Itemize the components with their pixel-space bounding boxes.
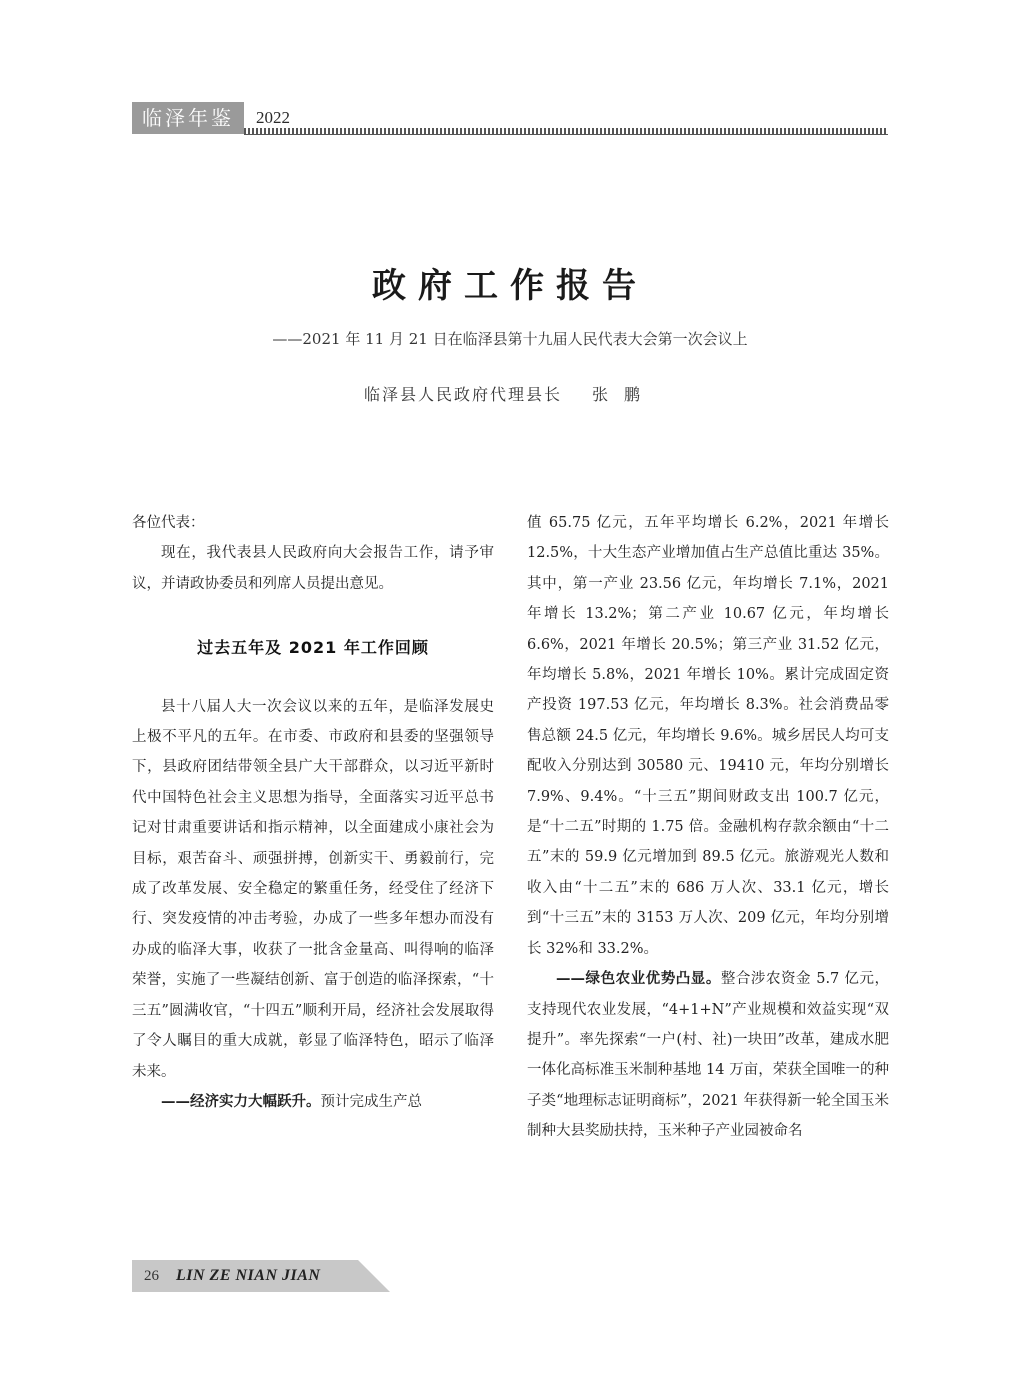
agriculture-lead: ——绿色农业优势凸显。 — [556, 971, 721, 988]
economy-lead: ——经济实力大幅跃升。 — [161, 1093, 321, 1110]
footer-title: LIN ZE NIAN JIAN — [176, 1267, 321, 1284]
page-number: 26 — [144, 1268, 159, 1284]
intro-paragraph: 现在，我代表县人民政府向大会报告工作，请予审议，并请政协委员和列席人员提出意见。 — [132, 545, 494, 592]
article-author — [0, 382, 1020, 405]
author-role: 临泽县人民政府代理县长 — [363, 385, 562, 404]
left-column — [132, 508, 494, 1117]
header-rule — [244, 128, 888, 134]
yearbook-year: 2022 — [256, 108, 290, 127]
agriculture-text: 整合涉农资金 5.7 亿元，支持现代农业发展，“4+1+N”产业规模和效益实现“双提升”。率先探索“一户(村、社)一块田”改革，建成水肥一体化高标准玉米制种基地 14 万亩，荣获全国唯一的种子类“地理标志证明商标”，2021 年获得新一轮全国玉米制种大县奖励扶持，玉米种子产业园被命名 — [527, 971, 889, 1140]
article-title: 政府工作报告 — [372, 266, 648, 306]
economy-paragraph-start — [132, 1087, 494, 1117]
economy-text-left: 预计完成生产总 — [320, 1093, 422, 1110]
review-paragraph: 县十八届人大一次会议以来的五年，是临泽发展史上极不平凡的五年。在市委、市政府和县委的坚强领导下，县政府团结带领全县广大干部群众，以习近平新时代中国特色社会主义思想为指导，全面落实习近平总书记对甘肃重要讲话和指示精神，以全面建成小康社会为目标，艰苦奋斗、顽强拼搏，创新实干、勇毅前行，完成了改革发展、安全稳定的繁重任务，经受住了经济下行、突发疫情的冲击考验，办成了一些多年想办而没有办成的临泽大事，收获了一批含金量高、叫得响的临泽荣誉，实施了一些凝结创新、富于创造的临泽探索，“十三五”圆满收官，“十四五”顺利开局，经济社会发展取得了令人瞩目的重大成就，彰显了临泽特色，昭示了临泽未来。 — [132, 698, 494, 1080]
running-footer — [132, 1260, 402, 1292]
economy-paragraph-continued: 值 65.75 亿元，五年平均增长 6.2%，2021 年增长 12.5%，十大生态产业增加值占生产总值比重达 35%。其中，第一产业 23.56 亿元，年均增长 7.1%，2021 年增长 13.2%；第二产业 10.67 亿元，年均增长 6.6%，2021 年增长 20.5%；第三产业 31.52 亿元，年均增长 5.8%，2021 年增长 10%。累计完成固定资产投资 197.53 亿元，年均增长 8.3%。社会消费品零售总额 24.5 亿元，年均增长 9.6%。城乡居民人均可支配收入分别达到 30580 元、19410 元，年均分别增长 7.9%、9.4%。“十三五”期间财政支出 100.7 亿元，是“十二五”时期的 1.75 倍。金融机构存款余额由“十二五”末的 59.9 亿元增加到 89.5 亿元。旅游观光人数和收入由“十二五”末的 686 万人次、33.1 亿元，增长到“十三五”末的 3153 万人次、209 亿元，年均分别增长 32%和 33.2%。 — [527, 515, 889, 957]
section-heading: 过去五年及 2021 年工作回顾 — [197, 638, 429, 658]
salutation: 各位代表： — [132, 515, 205, 531]
article-subtitle: ——2021 年 11 月 21 日在临泽县第十九届人民代表大会第一次会议上 — [272, 330, 748, 348]
right-column — [527, 508, 889, 1147]
agriculture-paragraph — [527, 964, 889, 1146]
running-header — [132, 102, 888, 134]
yearbook-badge: 临泽年鉴 — [132, 102, 244, 134]
author-name: 张鹏 — [592, 385, 657, 404]
